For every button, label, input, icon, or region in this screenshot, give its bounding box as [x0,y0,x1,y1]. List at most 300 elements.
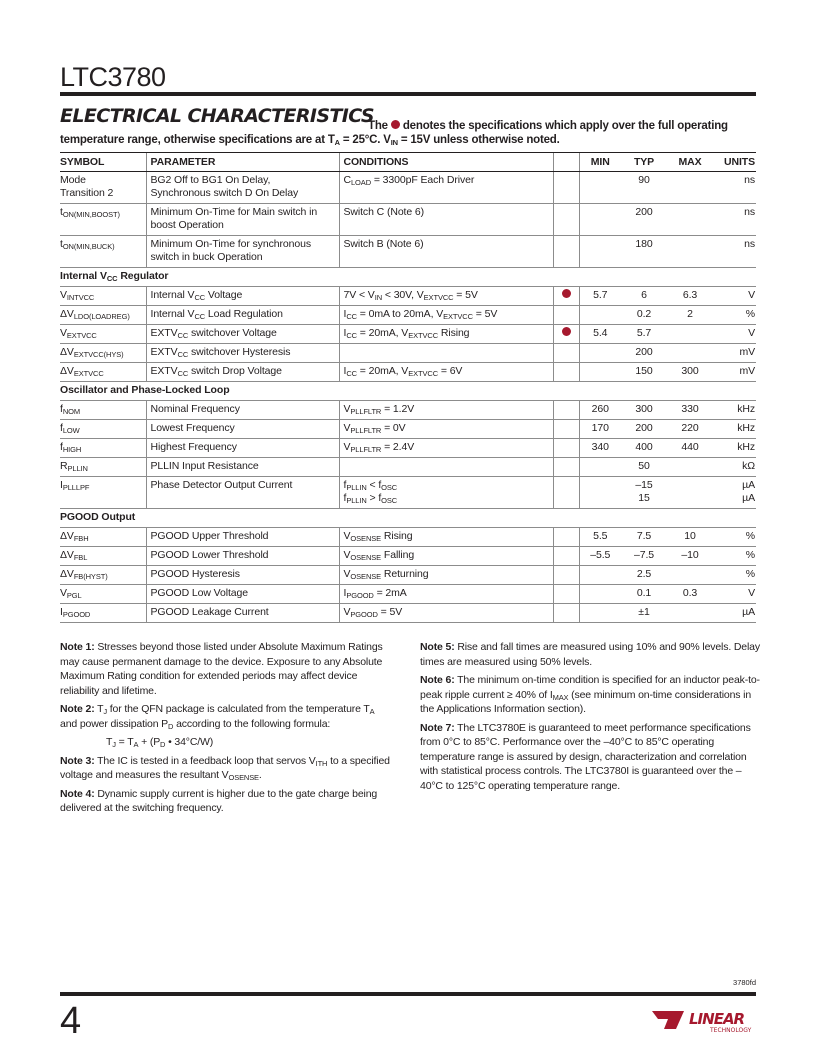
parameter-cell: Nominal Frequency [146,401,339,420]
max-cell: 220 [667,420,713,439]
note-5 [420,640,760,669]
units-cell: % [713,528,756,547]
table-row [60,585,756,604]
note-sub: D [168,721,174,731]
parameter-cell [146,172,339,204]
section-title: ELECTRICAL CHARACTERISTICS [60,105,374,127]
notes-left-column [60,640,393,820]
section-intro-line1 [368,119,728,133]
units-value: µA [742,492,755,504]
cond-text: f [343,479,347,491]
cond-sub: IN [374,293,383,302]
parameter-cell [146,363,339,382]
note-4 [60,787,393,816]
symbol-sub: PLLIN [67,464,88,473]
parameter-text: Minimum On-Time for Main switch in [150,206,318,218]
symbol-cell [60,420,146,439]
dot-cell [553,439,579,458]
notes-right-column [420,640,760,797]
cond-text: = 6V [438,365,463,377]
min-cell [579,458,621,477]
typ-cell: 400 [621,439,667,458]
symbol-sub: ON(MIN,BOOST) [62,210,120,219]
parameter-text: switch Drop Voltage [188,365,282,377]
cond-text: Rising [381,530,413,542]
symbol-cell [60,401,146,420]
cond-sub: PGOOD [346,591,374,600]
parameter-cell [146,204,339,236]
typ-cell: –7.5 [621,547,667,566]
note-label: Note 6: [420,674,455,686]
symbol-sub: LOW [62,426,80,435]
header-dot-column [553,153,579,172]
symbol-cell [60,236,146,268]
conditions-cell [339,172,553,204]
symbol-cell [60,439,146,458]
parameter-cell: PGOOD Lower Threshold [146,547,339,566]
cond-sub: PLLFLTR [350,407,382,416]
min-cell [579,344,621,363]
cond-sub: OSC [381,483,398,492]
note-label: Note 4: [60,787,95,800]
parameter-text: Synchronous switch D On Delay [150,187,299,199]
min-cell [579,585,621,604]
note-6 [420,673,760,717]
cond-text: I [343,365,347,377]
intro-text-a: The [368,120,388,132]
formula-text: T [106,736,113,748]
header-parameter: PARAMETER [146,153,339,172]
table-row [60,528,756,547]
note-text: to a specified voltage and measures the resultant V [60,754,390,781]
dot-cell [553,344,579,363]
group-label: PGOOD Output [60,509,756,528]
cond-text: V [343,606,351,618]
conditions-cell [339,547,553,566]
units-cell: ns [713,204,756,236]
cond-text: Rising [438,327,470,339]
document-code: 3780fd [733,978,756,987]
intro-sub-in: IN [390,138,398,147]
table-row [60,458,756,477]
symbol-text: f [60,403,63,415]
min-cell [579,172,621,204]
cond-sub: OSC [381,496,398,505]
cond-text: = 5V [472,308,498,320]
conditions-cell [339,585,553,604]
table-row [60,477,756,509]
conditions-cell [339,325,553,344]
cond-text: = 0V [381,422,406,434]
note-label: Note 1: [60,641,95,653]
linear-technology-logo-icon [650,1005,760,1035]
dot-cell [553,236,579,268]
parameter-cell: PLLIN Input Resistance [146,458,339,477]
parameter-cell: Highest Frequency [146,439,339,458]
cond-sub: EXTVCC [408,331,439,340]
cond-sub: PLLFLTR [350,445,382,454]
note-label: Note 7: [420,721,455,734]
cond-text: I [343,308,347,320]
dot-cell [553,547,579,566]
symbol-cell [60,287,146,306]
max-cell [667,344,713,363]
intro-text-c: temperature range, otherwise specifications are at T [60,134,335,146]
min-cell: 170 [579,420,621,439]
dot-cell [553,458,579,477]
parameter-cell [146,287,339,306]
units-value: µA [742,479,755,491]
min-cell [579,477,621,509]
cond-text: > f [366,492,382,504]
min-cell [579,306,621,325]
units-cell: µA [713,604,756,623]
units-cell: % [713,306,756,325]
conditions-cell [339,439,553,458]
formula-text: = T [115,736,134,748]
group-row-oscillator [60,382,756,401]
typ-cell [621,477,667,509]
section-intro-line2 [60,133,560,147]
formula-sub: J [112,740,116,749]
parameter-text: EXTV [150,327,178,339]
max-cell: 330 [667,401,713,420]
parameter-text: Load Regulation [205,308,283,320]
max-cell: 300 [667,363,713,382]
parameter-cell [146,325,339,344]
table-row [60,420,756,439]
parameter-cell: Phase Detector Output Current [146,477,339,509]
max-cell [667,204,713,236]
parameter-text: EXTV [150,346,178,358]
parameter-sub: CC [177,331,189,340]
symbol-cell [60,585,146,604]
table-row [60,363,756,382]
note-sub: A [369,707,375,716]
dot-cell [553,477,579,509]
bottom-rule [60,992,756,996]
cond-text: < 30V, V [382,289,424,301]
typ-cell: 7.5 [621,528,667,547]
min-cell: 5.5 [579,528,621,547]
cond-text: < f [366,479,382,491]
dot-cell [553,325,579,344]
dot-cell [553,363,579,382]
symbol-cell [60,325,146,344]
typ-cell: ±1 [621,604,667,623]
note-text: T [94,703,104,715]
symbol-cell [60,344,146,363]
units-cell: kΩ [713,458,756,477]
table-row [60,172,756,204]
group-label [60,268,756,287]
formula-sub: D [160,740,166,749]
intro-text-e: = 15V unless otherwise noted. [397,134,560,146]
units-cell: ns [713,172,756,204]
cond-text: V [343,530,351,542]
dot-cell [553,604,579,623]
cond-text: Returning [381,568,429,580]
typ-cell: 0.1 [621,585,667,604]
conditions-cell [339,528,553,547]
cond-sub: PLLIN [346,496,367,505]
symbol-text: I [60,606,63,618]
cond-text: f [343,492,347,504]
symbol-sub: EXTVCC(HYS) [73,350,124,359]
max-cell [667,236,713,268]
conditions-cell [339,604,553,623]
parameter-cell: PGOOD Leakage Current [146,604,339,623]
cond-text: V [343,441,351,453]
symbol-sub: LDO(LOADREG) [73,312,130,321]
parameter-text: Voltage [205,289,243,301]
top-rule [60,92,756,96]
max-cell: 6.3 [667,287,713,306]
cond-sub: CC [346,312,357,321]
header-typ: TYP [621,153,667,172]
note-2 [60,702,393,731]
symbol-text: V [60,587,67,599]
dot-cell [553,528,579,547]
cond-sub: OSENSE [350,572,382,581]
logo-text: LINEAR [689,1010,745,1028]
dot-cell [553,172,579,204]
header-symbol: SYMBOL [60,153,146,172]
symbol-cell [60,458,146,477]
parameter-sub: CC [177,350,189,359]
symbol-sub: PLLLPF [62,483,90,492]
parameter-sub: CC [194,293,206,302]
cond-text: V [343,568,351,580]
units-cell: V [713,325,756,344]
table-row [60,204,756,236]
cond-sub: PLLIN [346,483,367,492]
parameter-cell: PGOOD Hysteresis [146,566,339,585]
typ-cell: 200 [621,344,667,363]
cond-text: C [343,174,351,186]
min-cell: –5.5 [579,547,621,566]
note-sub: OSENSE [228,773,259,782]
cond-sub: EXTVCC [443,312,473,321]
units-cell: mV [713,344,756,363]
max-cell [667,566,713,585]
symbol-text: Transition 2 [60,187,114,199]
cond-text: I [343,587,347,599]
symbol-cell [60,566,146,585]
group-label: Oscillator and Phase-Locked Loop [60,382,756,401]
header-units: UNITS [713,153,756,172]
cond-sub: PLLFLTR [350,426,382,435]
table-row [60,287,756,306]
units-cell: mV [713,363,756,382]
cond-sub: PGOOD [350,610,378,619]
formula-sub: A [133,740,139,749]
note-text: Stresses beyond those listed under Absolute Maximum Ratings may cause permanent damage to the device. Exposure to any Absolute Maximum Rating condition for extended periods may affect device reliability and lifetime. [60,641,383,697]
bullet-dot-icon [391,120,400,129]
cond-sub: CC [346,331,357,340]
conditions-cell [339,306,553,325]
max-cell: –10 [667,547,713,566]
electrical-characteristics-table [60,152,756,623]
thermal-formula [60,735,393,750]
note-text: and power dissipation P [60,717,169,730]
typ-cell: 180 [621,236,667,268]
table-row [60,306,756,325]
cond-text: = 1.2V [381,403,415,415]
parameter-text: Internal V [150,289,195,301]
symbol-text: t [60,206,63,218]
symbol-text: Mode [60,174,86,186]
parameter-text: switchover Hysteresis [188,346,291,358]
group-text: Internal V [60,270,107,282]
dot-cell [553,585,579,604]
cond-text: 7V < V [343,289,375,301]
symbol-cell [60,363,146,382]
max-cell [667,458,713,477]
note-text: (see minimum on-time considerations in the Applications Information section). [420,688,752,715]
symbol-cell [60,604,146,623]
symbol-sub: ON(MIN,BUCK) [62,242,115,251]
conditions-cell [339,401,553,420]
parameter-cell: Lowest Frequency [146,420,339,439]
intro-text-b: denotes the specifications which apply over the full operating [402,120,728,132]
symbol-text: ΔV [60,530,74,542]
group-sub: CC [106,274,118,283]
symbol-sub: NOM [62,407,81,416]
dot-cell [553,287,579,306]
note-3 [60,754,393,783]
symbol-text: t [60,238,63,250]
note-label: Note 3: [60,754,95,767]
min-cell [579,363,621,382]
max-cell [667,477,713,509]
max-cell [667,604,713,623]
bullet-dot-icon [562,289,571,298]
note-sub: MAX [552,692,569,702]
group-row-vcc-regulator [60,268,756,287]
units-cell: % [713,547,756,566]
table-row [60,236,756,268]
note-text: according to the following formula: [173,717,331,730]
typ-cell: 2.5 [621,566,667,585]
conditions-cell [339,458,553,477]
units-cell: kHz [713,439,756,458]
symbol-sub: EXTVCC [73,369,104,378]
logo-subtext: TECHNOLOGY [710,1027,752,1034]
symbol-text: f [60,441,63,453]
table-header-row [60,153,756,172]
symbol-cell [60,204,146,236]
cond-text: V [343,422,351,434]
part-number: LTC3780 [60,62,166,92]
cond-text: = 2.4V [381,441,415,453]
symbol-cell [60,547,146,566]
header-max: MAX [667,153,713,172]
cond-sub: EXTVCC [408,369,439,378]
note-text: . [258,769,262,781]
dot-cell [553,306,579,325]
conditions-cell: Switch C (Note 6) [339,204,553,236]
typ-cell: 50 [621,458,667,477]
parameter-sub: CC [194,312,206,321]
cond-sub: CC [346,369,357,378]
units-cell: kHz [713,420,756,439]
max-cell [667,325,713,344]
symbol-text: ΔV [60,549,74,561]
units-cell: % [713,566,756,585]
cond-text: = 3300pF Each Driver [371,174,475,186]
units-cell: ns [713,236,756,268]
symbol-sub: PGL [66,591,82,600]
parameter-cell: PGOOD Upper Threshold [146,528,339,547]
cond-text: I [343,327,347,339]
note-7 [420,721,760,794]
units-cell [713,477,756,509]
min-cell: 340 [579,439,621,458]
parameter-sub: CC [177,369,189,378]
units-cell: V [713,585,756,604]
table-row [60,439,756,458]
units-cell: kHz [713,401,756,420]
symbol-text: ΔV [60,365,74,377]
formula-text: • 34°C/W) [165,736,214,748]
symbol-text: R [60,460,68,472]
table-row [60,325,756,344]
symbol-cell [60,172,146,204]
group-text: Regulator [117,270,169,282]
note-text: for the QFN package is calculated from the temperature T [107,703,370,715]
dot-cell [553,401,579,420]
cond-sub: OSENSE [350,553,382,562]
note-sub: J [103,707,107,716]
note-text: Dynamic supply current is higher due to the gate charge being delivered at the switching frequency. [60,787,378,814]
parameter-cell [146,306,339,325]
note-text: The minimum on-time condition is specified for an inductor peak-to-peak ripple current ≥ 40% of I [420,674,760,701]
max-cell: 0.3 [667,585,713,604]
cond-text: = 20mA, V [356,365,409,377]
typ-value: 15 [638,492,650,504]
symbol-text: ΔV [60,346,74,358]
table-row [60,344,756,363]
symbol-sub: HIGH [62,445,82,454]
typ-cell: 90 [621,172,667,204]
conditions-cell [339,477,553,509]
note-label: Note 5: [420,641,455,653]
typ-cell: 200 [621,420,667,439]
group-row-pgood [60,509,756,528]
min-cell: 260 [579,401,621,420]
cond-sub: EXTVCC [423,293,454,302]
cond-text: = 20mA, V [356,327,409,339]
cond-text: = 5V [453,289,478,301]
note-text: The LTC3780E is guaranteed to meet performance specifications from 0°C to 85°C. Performance over the –40°C to 85°C operating temperature range is assured by design, characterization and correlation with statistical process controls. The LTC3780I is guaranteed over the –40°C to 125°C operating temperature range. [420,721,751,792]
min-cell [579,204,621,236]
note-label: Note 2: [60,703,95,715]
dot-cell [553,420,579,439]
cond-text: V [343,403,351,415]
table-row [60,604,756,623]
dot-cell [553,204,579,236]
parameter-cell [146,344,339,363]
header-min: MIN [579,153,621,172]
intro-sub-a: A [334,138,340,147]
parameter-text: boost Operation [150,219,224,231]
typ-cell: 300 [621,401,667,420]
page-number: 4 [60,1000,82,1042]
conditions-cell [339,363,553,382]
parameter-text: Internal V [150,308,195,320]
table-row [60,547,756,566]
